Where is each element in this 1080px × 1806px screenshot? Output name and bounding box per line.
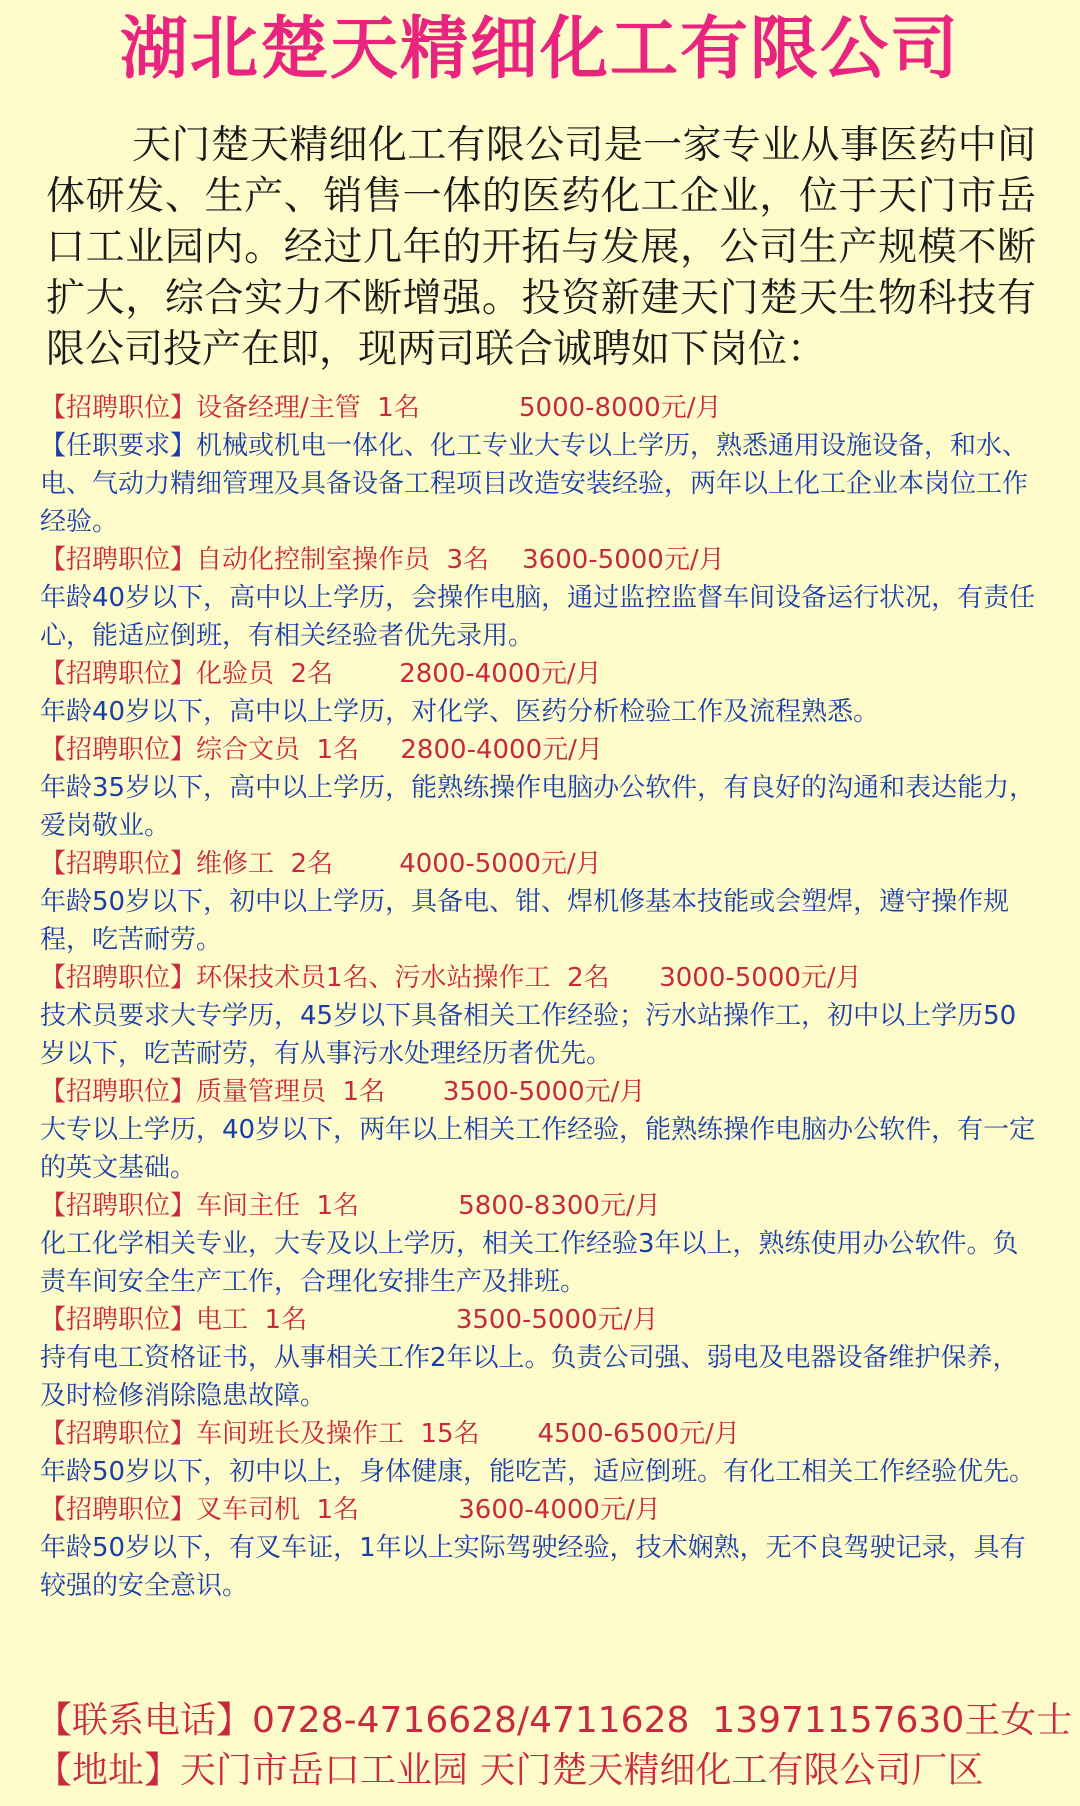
job-title: 【招聘职位】设备经理/主管 1名 5000-8000元/月 <box>40 393 722 423</box>
job-item <box>40 655 1040 731</box>
job-title: 【招聘职位】车间主任 1名 5800-8300元/月 <box>40 1191 661 1221</box>
job-item <box>40 1415 1040 1491</box>
job-item <box>40 1491 1040 1605</box>
job-item <box>40 389 1040 541</box>
job-description: 年龄40岁以下，高中以上学历，会操作电脑，通过监控监督车间设备运行状况，有责任心，能适应倒班，有相关经验者优先录用。 <box>40 583 1036 651</box>
job-list <box>40 389 1040 1605</box>
job-item <box>40 1073 1040 1187</box>
job-title: 【招聘职位】车间班长及操作工 15名 4500-6500元/月 <box>40 1419 740 1449</box>
job-description: 化工化学相关专业，大专及以上学历，相关工作经验3年以上，熟练使用办公软件。负责车间安全生产工作，合理化安排生产及排班。 <box>40 1229 1019 1297</box>
job-title: 【招聘职位】化验员 2名 2800-4000元/月 <box>40 659 602 689</box>
job-title: 【招聘职位】环保技术员1名、污水站操作工 2名 3000-5000元/月 <box>40 963 862 993</box>
job-title: 【招聘职位】综合文员 1名 2800-4000元/月 <box>40 735 603 765</box>
contact-address: 【地址】天门市岳口工业园 天门楚天精细化工有限公司厂区 <box>36 1750 984 1791</box>
job-description: 持有电工资格证书，从事相关工作2年以上。负责公司强、弱电及电器设备维护保养，及时检修消除隐患故障。 <box>40 1343 1019 1411</box>
contact-phone: 【联系电话】0728-4716628/4711628 13971157630王女士 <box>36 1700 1073 1741</box>
company-title: 湖北楚天精细化工有限公司 <box>119 10 960 89</box>
job-title: 【招聘职位】自动化控制室操作员 3名 3600-5000元/月 <box>40 545 725 575</box>
job-title: 【招聘职位】叉车司机 1名 3600-4000元/月 <box>40 1495 661 1525</box>
job-title: 【招聘职位】电工 1名 3500-5000元/月 <box>40 1305 659 1335</box>
job-description: 年龄50岁以下，初中以上学历，具备电、钳、焊机修基本技能或会塑焊，遵守操作规程，吃苦耐劳。 <box>40 887 1010 955</box>
job-item <box>40 1301 1040 1415</box>
job-title: 【招聘职位】质量管理员 1名 3500-5000元/月 <box>40 1077 646 1107</box>
job-description: 技术员要求大专学历，45岁以下具备相关工作经验；污水站操作工，初中以上学历50岁以下，吃苦耐劳，有从事污水处理经历者优先。 <box>40 1001 1017 1069</box>
company-intro: 天门楚天精细化工有限公司是一家专业从事医药中间体研发、生产、销售一体的医药化工企业，位于天门市岳口工业园内。经过几年的开拓与发展，公司生产规模不断扩大，综合实力不断增强。投资新建天门楚天生物科技有限公司投产在即，现两司联合诚聘如下岗位： <box>46 123 1036 372</box>
job-description: 大专以上学历，40岁以下，两年以上相关工作经验，能熟练操作电脑办公软件，有一定的英文基础。 <box>40 1115 1036 1183</box>
job-item <box>40 1187 1040 1301</box>
job-description: 【任职要求】机械或机电一体化、化工专业大专以上学历，熟悉通用设施设备，和水、电、气动力精细管理及具备设备工程项目改造安装经验，两年以上化工企业本岗位工作经验。 <box>40 431 1029 537</box>
job-description: 年龄50岁以下，初中以上，身体健康，能吃苦，适应倒班。有化工相关工作经验优先。 <box>40 1457 1036 1487</box>
job-description: 年龄50岁以下，有叉车证，1年以上实际驾驶经验，技术娴熟，无不良驾驶记录，具有较强的安全意识。 <box>40 1533 1026 1601</box>
job-item <box>40 845 1040 959</box>
job-item <box>40 731 1040 845</box>
job-item <box>40 959 1040 1073</box>
job-description: 年龄40岁以下，高中以上学历，对化学、医药分析检验工作及流程熟悉。 <box>40 697 880 727</box>
job-description: 年龄35岁以下，高中以上学历，能熟练操作电脑办公软件，有良好的沟通和表达能力，爱岗敬业。 <box>40 773 1036 841</box>
job-title: 【招聘职位】维修工 2名 4000-5000元/月 <box>40 849 602 879</box>
job-item <box>40 541 1040 655</box>
